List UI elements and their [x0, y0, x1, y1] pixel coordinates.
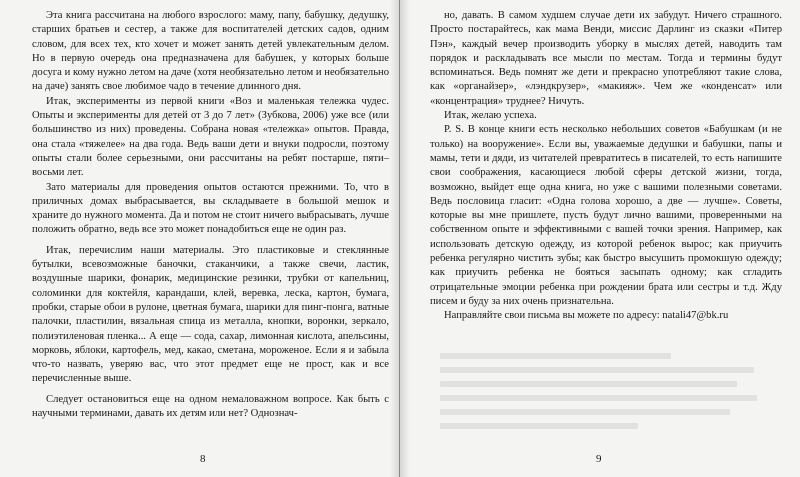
right-page	[400, 0, 800, 477]
left-paragraph-3: Зато материалы для проведения опытов остаются прежними. То, что в приличных домах выбрасывается, вы складываете в большой мешок и храните до нужного момента. Да и потом не стоит ничего выбрасывать, лучше положить обратно, ведь все это может понадобиться еще не один раз.	[32, 181, 389, 236]
left-paragraph-5: Следует остановиться еще на одном немаловажном вопросе. Как быть с научными терминами, давать их детям или нет? Однознач-	[32, 393, 389, 420]
right-page-number: 9	[596, 453, 602, 465]
left-paragraph-1: Эта книга рассчитана на любого взрослого: маму, папу, бабушку, дедушку, старших братьев и сестер, а также для воспитателей детских садов, одним словом, для всех тех, кто хочет и может занять детей увлекательным делом. Но в первую очередь она предназначена для бабушек, у которых больше досуга и кому нужно летом на даче (хотя необязательно летом и необязательно на даче) занять свое любимое чадо в течение длинного дня.	[32, 10, 389, 93]
right-paragraph-3: P. S. В конце книги есть несколько небольших советов «Бабушкам (и не только) на вооружение». Если вы, уважаемые дедушки и бабушки, папы и мамы, тети и дяди, из читателей превратитесь в писателей, то есть напишите свои соображения, касающиеся любой сферы детской жизни, тогда, возможно, выйдет еще одна книга, но уже с вашими полезными советами. Ведь пословица гласит: «Одна голова хорошо, а две — лучше». Советы, которые вы мне пришлете, пусть будут лично вашими, проверенными на собственном опыте и эффективными с вашей точки зрения. Например, как использовать детскую одежду, из которой ребенок вырос; как приучить ребенка регулярно чистить зубы; как быстро высушить промокшую одежду; как приучить ребенка не бояться засыпать одному; как сгладить отрицательные эмоции ребенка при рождении брата или сестры и т.д. Жду писем и буду за них очень признательна.	[430, 124, 782, 307]
left-paragraph-2: Итак, эксперименты из первой книги «Воз и маленькая тележка чудес. Опыты и эксперименты для детей от 3 до 7 лет» (Зубкова, 2006) уже все (или большинство из них) проведены. Собрана новая «тележка» опытов. Правда, она стала «тяжелее» на два года. Ведь ваши дети и внуки подросли, поэтому опыты стали более серьезными, они рассчитаны на ребят постарше, пяти–восьми лет.	[32, 95, 389, 179]
left-paragraph-4: Итак, перечислим наши материалы. Это пластиковые и стеклянные бутылки, всевозможные баночки, стаканчики, а также свечи, ластик, воздушные шарики, фонарик, медицинские резинки, трубки от капельниц, соломинки для коктейля, карандаши, клей, веревка, леска, картон, бумага, пробки, старые обои в рулоне, цветная бумага, шарики для пинг-понга, ватные палочки, пластилин, вязальная спица из металла, кнопки, воронки, зеркало, полиэтиленовая пленка... А еще — сода, сахар, лимонная кислота, апельсины, морковь, яблоки, картофель, мед, какао, сметана, мороженое. Если я и забыла что-то назвать, уверяю вас, что этот предмет еще не прост, как и все перечисленные выше.	[32, 244, 389, 385]
right-paragraph-4: Направляйте свои письма вы можете по адресу: natali47@bk.ru	[444, 310, 729, 322]
show-through-text	[440, 353, 770, 463]
right-paragraph-2: Итак, желаю успеха.	[444, 110, 537, 122]
left-page-number: 8	[200, 453, 206, 465]
right-paragraph-1: но, давать. В самом худшем случае дети их забудут. Ничего страшного. Просто постарайтесь, как мама Венди, миссис Дарлинг из сказки «Питер Пэн», каждый вечер производить уборку в мыслях детей, наводить там порядок и раскладывать все мысли по местам. Тогда и термины будут вспоминаться. Ведь помнят же дети и прекрасно употребляют такие слова, как «органайзер», «лэндкрузер», «макияж». Чем же «конденсат» или «концентрация» труднее? Ничуть.	[430, 10, 782, 107]
